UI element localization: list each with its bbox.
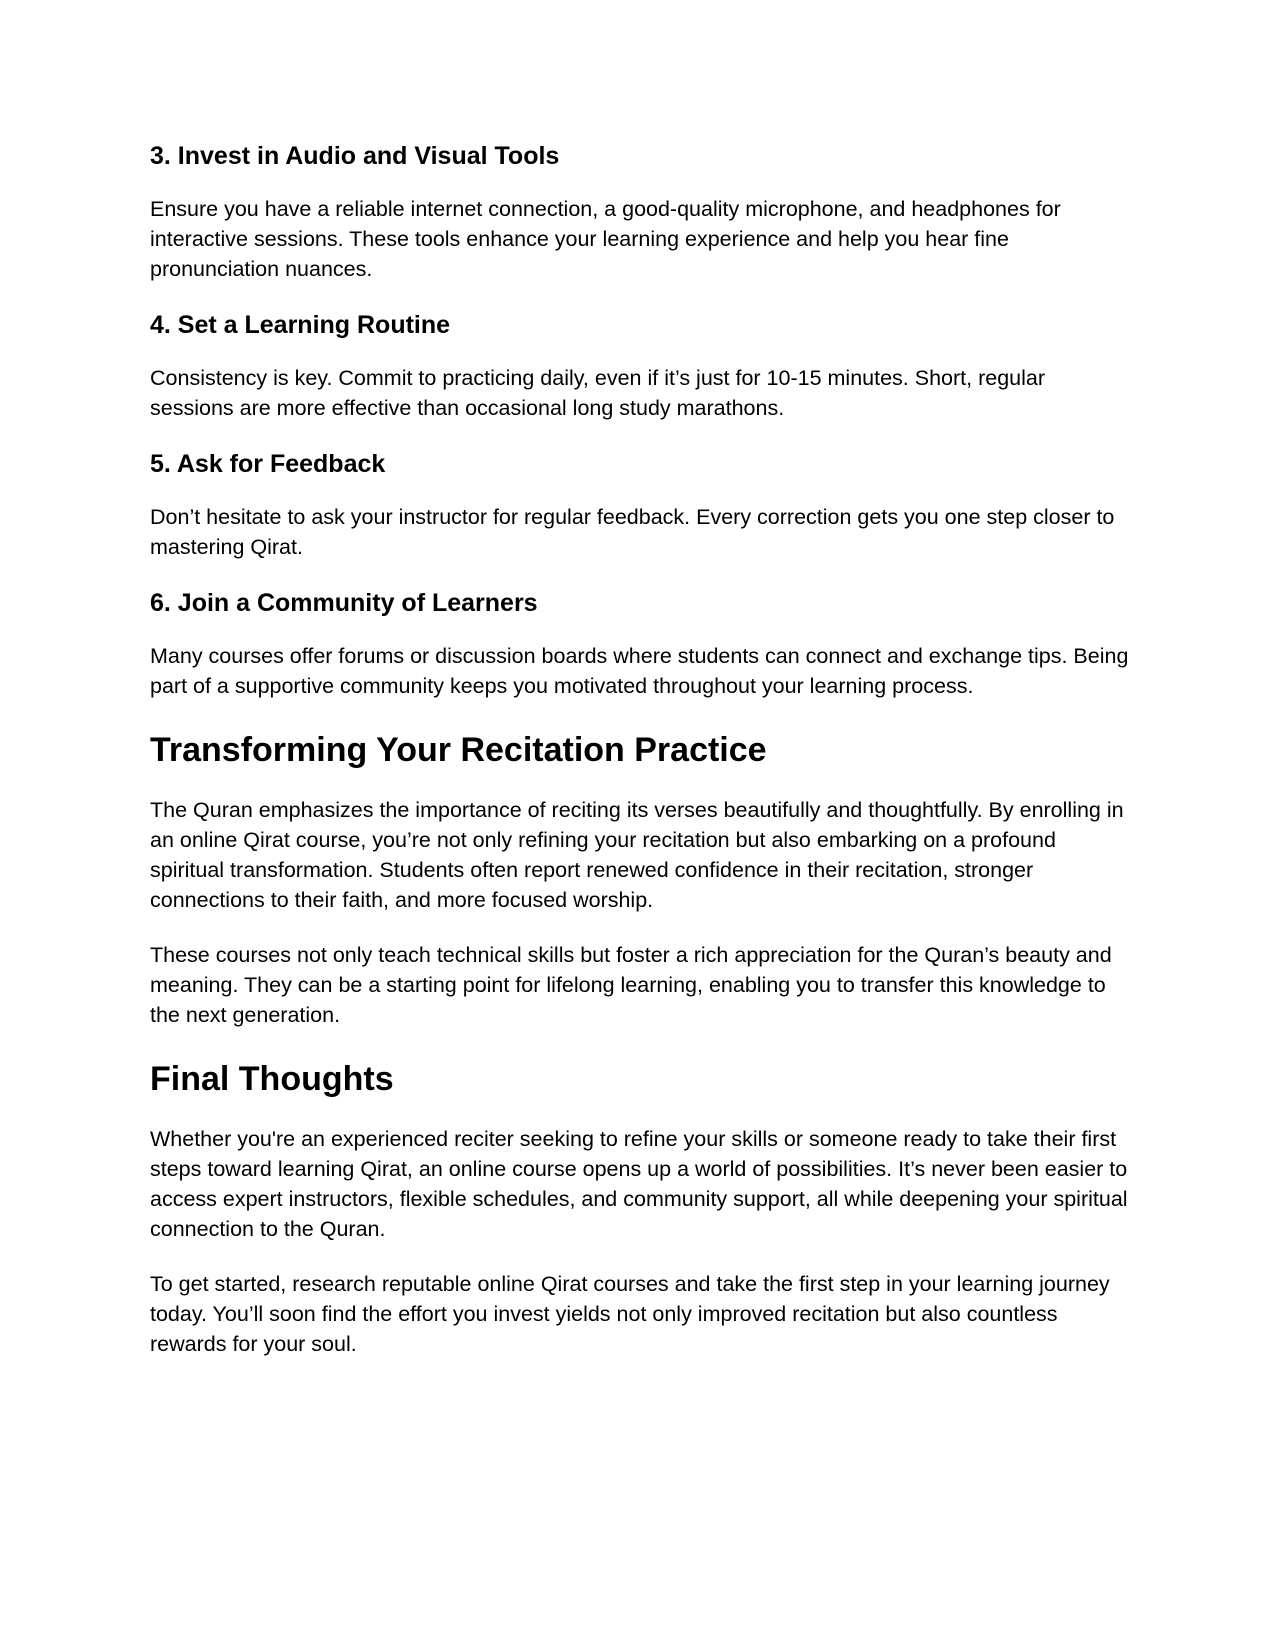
paragraph-ask-feedback: Don’t hesitate to ask your instructor for regular feedback. Every correction gets you one step closer to mastering Qirat. [150, 505, 1115, 559]
section-heading-ask-feedback: 5. Ask for Feedback [150, 450, 386, 478]
paragraph-community: Many courses offer forums or discussion boards where students can connect and exchange tips. Being part of a supportive community keeps you motivated throughout your learning process. [150, 644, 1129, 698]
paragraph-final-2: To get started, research reputable online Qirat courses and take the first step in your learning journey today. You’ll soon find the effort you invest yields not only improved recitation but also countless rewards for your soul. [150, 1272, 1110, 1356]
paragraph-final-1: Whether you're an experienced reciter seeking to refine your skills or someone ready to take their first steps toward learning Qirat, an online course opens up a world of possibilities. It’s never been easier to access expert instructors, flexible schedules, and community support, all while deepening your spiritual connection to the Quran. [150, 1127, 1128, 1241]
document-page [150, 140, 1130, 1384]
paragraph-transforming-2: These courses not only teach technical skills but foster a rich appreciation for the Quran’s beauty and meaning. They can be a starting point for lifelong learning, enabling you to transfer this knowledge to the next generation. [150, 943, 1112, 1027]
heading-transforming-practice: Transforming Your Recitation Practice [150, 731, 767, 769]
heading-final-thoughts: Final Thoughts [150, 1060, 394, 1098]
paragraph-learning-routine: Consistency is key. Commit to practicing daily, even if it’s just for 10-15 minutes. Short, regular sessions are more effective than occasional long study marathons. [150, 366, 1046, 420]
paragraph-audio-visual-tools: Ensure you have a reliable internet connection, a good-quality microphone, and headphones for interactive sessions. These tools enhance your learning experience and help you hear fine pronunciation nuances. [150, 197, 1061, 281]
section-heading-audio-visual-tools: 3. Invest in Audio and Visual Tools [150, 142, 560, 170]
section-heading-learning-routine: 4. Set a Learning Routine [150, 311, 451, 339]
section-heading-community: 6. Join a Community of Learners [150, 589, 538, 617]
paragraph-transforming-1: The Quran emphasizes the importance of reciting its verses beautifully and thoughtfully. By enrolling in an online Qirat course, you’re not only refining your recitation but also embarking on a profound spiritual transformation. Students often report renewed confidence in their recitation, stronger connections to their faith, and more focused worship. [150, 798, 1124, 912]
